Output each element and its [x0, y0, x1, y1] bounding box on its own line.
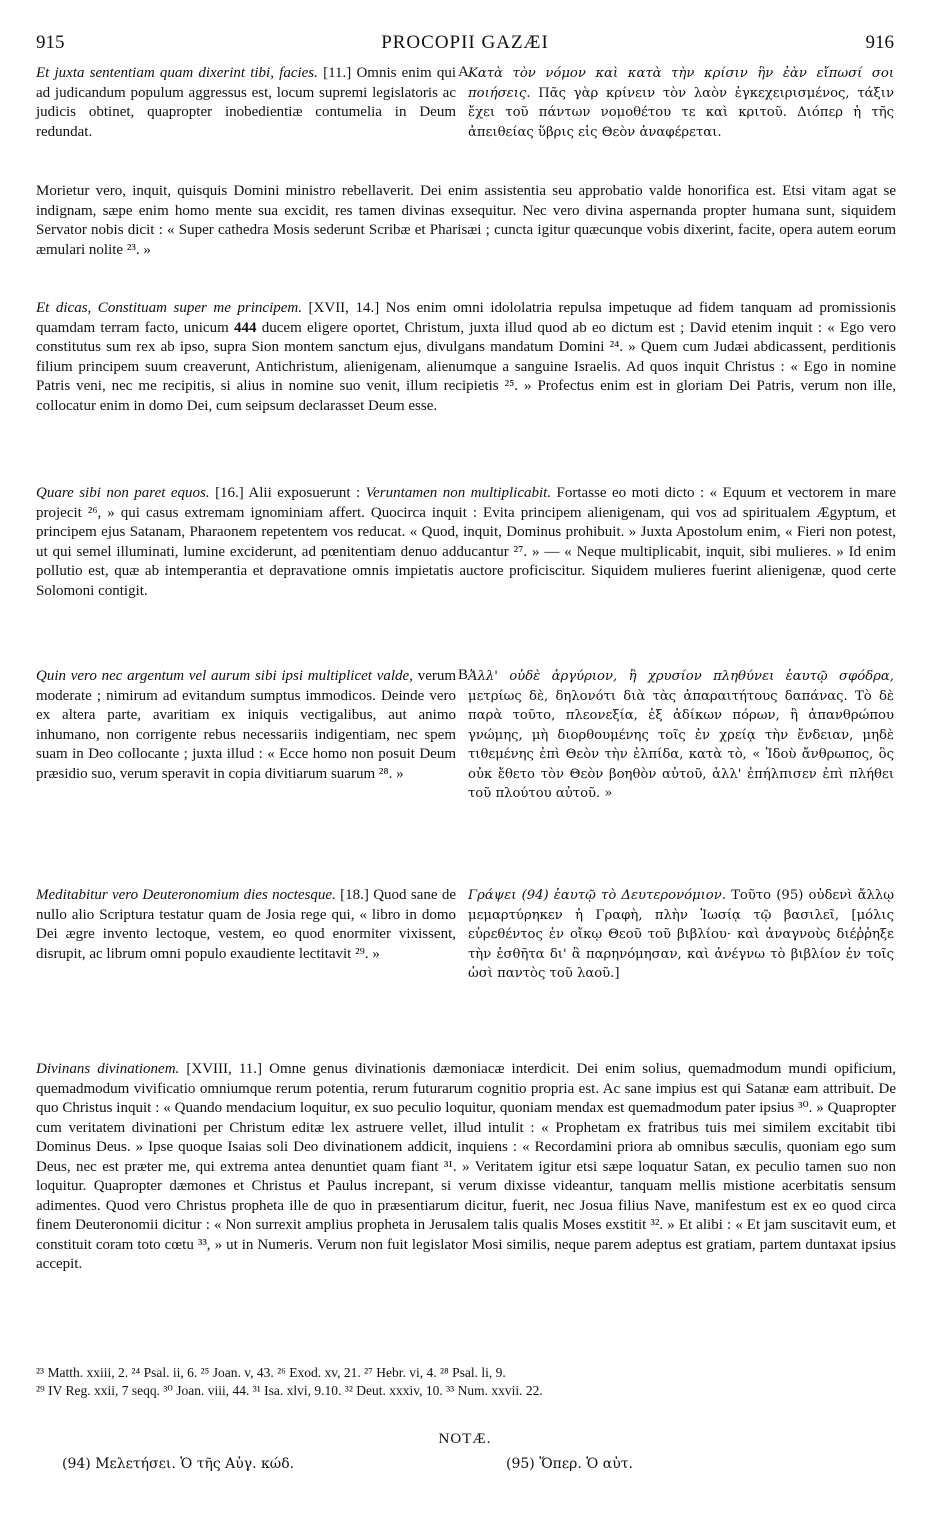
block3-greek	[468, 886, 894, 984]
block1-latin	[36, 64, 456, 142]
column-marker-a: A	[458, 64, 469, 80]
footnotes-line-1: ²³ Matth. xxiii, 2. ²⁴ Psal. ii, 6. ²⁵ Joan. v, 43. ²⁶ Exod. xv, 21. ²⁷ Hebr. vi, 4. ²⁸ Psal. li, 9.	[36, 1365, 506, 1380]
footnotes-line-2: ²⁹ IV Reg. xxii, 7 seqq. ³⁰ Joan. viii, 44. ³¹ Isa. xlvi, 9.10. ³² Deut. xxxiv, 10. ³³ Num. xxvii. 22.	[36, 1383, 543, 1398]
block1-greek-text: Πᾶς γὰρ κρίνειν τὸν λαὸν ἐγκεχειρισμένος, τάξιν ἔχει τοῦ πάντων νομοθέτου τε καὶ κριτοῦ. Διόπερ ἡ τῆς ἀπειθείας ὕβρις εἰς Θεὸν ἀναφέρεται.	[468, 85, 894, 140]
paragraph-3-ref: [16.] Alii exposuerunt :	[215, 485, 361, 501]
block2-greek	[468, 667, 894, 804]
block1-latin-text: [11.] Omnis enim qui ad judicandum populum aggressus est, locum supremi legislatoris ac judicis obtinet, quapropter inobedientiæ contumelia in Deum redundat.	[36, 65, 456, 140]
column-number: 444	[234, 319, 257, 336]
note-94: (94) Μελετήσει. Ὁ τῆς Αὐγ. κώδ.	[62, 1456, 295, 1472]
block2-greek-text: μετρίως δὲ, δηλονότι διὰ τὰς ἀπαραιτήτους δαπάνας. Τὸ δὲ παρὰ τοῦτο, πλεονεξία, ἐξ ἀδίκων πόρων, ἢ ἀπανθρώπου γνώμης, μὴ διορθουμένης τοῖς ἐν χρείᾳ τὴν ἔνδειαν, μηδὲ τιθεμένης ἐπὶ Θεὸν τὴν ἐλπίδα, κατὰ τὸ, « Ἰδοὺ ἄνθρωπος, ὃς οὐκ ἔθετο τὸν Θεὸν βοηθὸν αὐτοῦ, ἀλλ' ἐπήλπισεν ἐπὶ πλήθει τοῦ πλούτου αὐτοῦ. »	[468, 688, 894, 801]
note-95: (95) Ὅπερ. Ὁ αὐτ.	[506, 1456, 633, 1472]
block3-latin-lemma: Meditabitur vero Deuteronomium dies noctesque.	[36, 887, 336, 903]
block3-greek-text: Τοῦτο (95) οὐδενὶ ἄλλῳ μεμαρτύρηκεν ἡ Γραφὴ, πλὴν Ἰωσίᾳ τῷ βασιλεῖ, [μόλις εὑρεθέντος ἐν οἴκῳ Θεοῦ τοῦ βιβλίου· καὶ ἀναγνοὺς διέῤῥηξε τὴν ἐσθῆτα δι' ἃ παρηνόμησαν, καὶ ἀνέγνω τὸ βιβλίον ἐν τοῖς ὠσὶ παντὸς τοῦ λαοῦ.]	[468, 888, 894, 981]
block3-greek-lemma: Γράψει (94) ἑαυτῷ τὸ Δευτερονόμιον.	[468, 888, 726, 903]
running-title: PROCOPII GAZÆI	[381, 32, 549, 53]
block2-greek-lemma: Ἀλλ' οὐδὲ ἀργύριον, ἢ χρυσίον πληθύνει ἑαυτῷ σφόδρα,	[468, 669, 894, 684]
paragraph-2-lemma: Et dicas, Constituam super me principem.	[36, 300, 302, 316]
block1-greek-lemma: Κατὰ τὸν νόμον καὶ κατὰ τὴν κρίσιν ἣν ἐὰν εἴπωσί σοι ποιήσεις.	[468, 66, 894, 101]
block1-greek	[468, 64, 894, 142]
column-marker-b: B	[458, 667, 469, 683]
block2-latin	[36, 667, 456, 784]
paragraph-1	[36, 182, 896, 260]
paragraph-3-lemma-2: Veruntamen non multiplicabit.	[365, 485, 552, 501]
paragraph-3-text: Fortasse eo moti dicto : « Equum et vectorem in mare projecit ²⁶, » qui casus extremam ignominiam affert. Quocirca inquit : Evita principem alienigenam, qui vos ad spiritualem Ægyptum, et principem ejus Satanam, Pharaonem repetentem vos reducat. « Quod, inquit, Dominus prohibuit. » Juxta Apostolum enim, « Fieri non potest, ut qui semel illuminati, lumine exciderunt, ad pœnitentiam denuo adducantur ²⁷. » — « Neque multiplicabit, inquit, sibi mulieres. » Id enim pollutio est, quæ ab intemperantia et depravatione omnis impietatis auctore proficiscitur. Siquidem mulieres fuerint alienigenæ, quod certe Solomoni contigit.	[36, 485, 896, 599]
paragraph-2	[36, 299, 896, 416]
block2-latin-lemma: Quin vero nec argentum vel aurum sibi ipsi multiplicet valde,	[36, 668, 413, 684]
page-number-left: 915	[36, 32, 65, 53]
paragraph-1-text: Morietur vero, inquit, quisquis Domini ministro rebellaverit. Dei enim assistentia seu approbatio valde honorifica est. Etsi vitam agat se indignam, sæpe enim homo mente sua excidit, res tamen divinas exsequitur. Nec vero divina aspernanda propter humana sunt, siquidem Servator nobis dicit : « Super cathedra Mosis sederunt Scribæ et Pharisæi ; cuncta igitur quæcunque vobis dixerint, facite, opera autem eorum æmulari nolite ²³. »	[36, 183, 896, 258]
paragraph-2-text-a: [XVII, 14.] Nos enim omni idololatria repulsa impetuque ad fidem tanquam ad promissionis quamdam terram facto, unicum	[36, 300, 896, 336]
running-header	[36, 32, 894, 58]
block3-latin	[36, 886, 456, 964]
paragraph-3	[36, 484, 896, 601]
block3-latin-text: [18.] Quod sane de nullo alio Scriptura testatur quam de Josia rege qui, « libro in domo Dei ægre invento lectoque, vestem, eo quod enormiter vixissent, disrupit, ac librum omni populo exaudiente lectitavit ²⁹. »	[36, 887, 457, 962]
paragraph-4	[36, 1060, 896, 1275]
block2-latin-text: verum moderate ; nimirum ad evitandum sumptus immodicos. Deinde vero ex altera parte, avaritiam ex iniquis vectigalibus, aut animo inhumano, non corrigente rebus necessariis indigentiam, nec spem suam in Deo collocante ; juxta illud : « Ecce homo non posuit Deum præsidio suo, verum speravit in copia divitiarum suarum ²⁸. »	[36, 668, 457, 782]
page-number-right: 916	[865, 32, 894, 53]
footnotes	[36, 1364, 896, 1400]
paragraph-2-text-b: ducem eligere oportet, Christum, juxta illud quod ab eo dictum est ; David etenim inquit : « Ego vero constitutus sum rex ab ipso, supra Sion montem sanctum ejus, divulgans mandatum Domini ²⁴. » Quem cum Judæi abdicassent, perditionis filium principem suum creaverunt, Antichristum, alienigenam, alienumque a sanguine Israelis. Ad quos inquit Christus : « Ego in nomine Patris veni, nec me recipitis, si alius in nomine suo venit, illum recipietis ²⁵. » Profectus enim est in gloriam Dei Patris, verum non ille, collocatur enim in domo Dei, cum seipsum declarasset Deum esse.	[36, 319, 897, 414]
block1-latin-lemma: Et juxta sententiam quam dixerint tibi, facies.	[36, 65, 318, 81]
notae-heading: NOTÆ.	[438, 1431, 492, 1447]
paragraph-4-text: [XVIII, 11.] Omne genus divinationis dæmoniacæ interdicit. Dei enim solius, quemadmodum mundi opificium, quemadmodum vivificatio omniumque rerum potentia, rerum futurarum cognitio propria est. Ac sane impius est qui Satanæ eam attribuit. De quo Christus inquit : « Quando mendacium loquitur, ex suo peculio loquitur, quoniam mendax est quemadmodum pater ipsius ³⁰. » Quapropter cum veritatem divinationi per Christum editæ lex astruere vellet, illud intulit : « Prophetam ex fratribus tuis mei similem excitabit tibi Dominus Deus. » Ipse quoque Isaias soli Deo divinationem addicit, inquiens : « Recordamini priora ab omnibus sæculis, quoniam ego sum Deus, nec est præter me, qui extrema antea denuntiet quam fiant ³¹. » Veritatem igitur etsi sæpe loquatur Satan, ex peculio tamen suo non loquitur. Quapropter dæmones et Christus et Paulus increpant, si verum dixisse videantur, tanquam mellis mistione acerbitatis sensum adimentes. Quod vero Christus propheta ille de quo in præsentiarum dicitur, fuerit, nec Josua filius Nave, manifestum est ex eo quod circa finem Deuteronomii dicitur : « Non surrexit amplius propheta in Jerusalem talis qualis Moses exstitit ³². » Et alibi : « Et jam suscitavit eum, et constituit coram toto cœtu ³³, » ut in Numeris. Verum non fuit legislator Mosi similis, neque parem adeptus est gratiam, partem duntaxat ipsius accepit.	[36, 1061, 897, 1272]
paragraph-4-lemma: Divinans divinationem.	[36, 1061, 180, 1077]
paragraph-3-lemma: Quare sibi non paret equos.	[36, 485, 210, 501]
